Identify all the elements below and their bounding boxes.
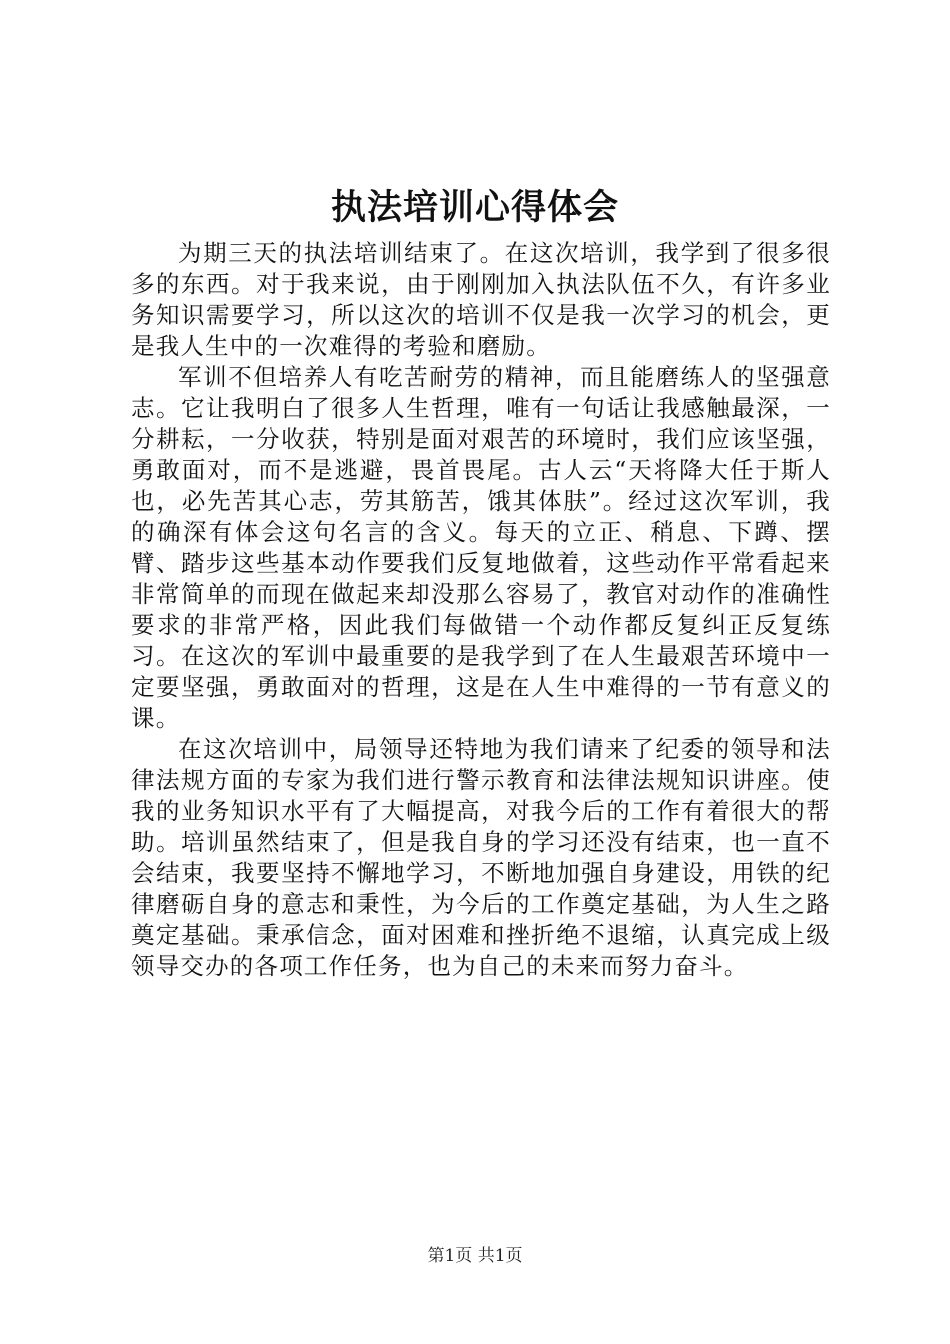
paragraph-1: 为期三天的执法培训结束了。在这次培训，我学到了很多很多的东西。对于我来说，由于刚刚加入执法队伍不久，有许多业务知识需要学习，所以这次的培训不仅是我一次学习的机会，更是我人生中的一次难得的考验和磨励。 <box>131 239 831 360</box>
document-title: 执法培训心得体会 <box>330 187 619 228</box>
page-footer: 第1页 共1页 <box>427 1246 523 1266</box>
document-body <box>131 238 831 982</box>
paragraph-2: 军训不但培养人有吃苦耐劳的精神，而且能磨练人的坚强意志。它让我明白了很多人生哲理，唯有一句话让我感触最深，一分耕耘，一分收获，特别是面对艰苦的环境时，我们应该坚强，勇敢面对，而不是逃避，畏首畏尾。古人云“天将降大任于斯人也，必先苦其心志，劳其筋苦，饿其体肤”。经过这次军训，我的确深有体会这句名言的含义。每天的立正、稍息、下蹲、摆臂、踏步这些基本动作要我们反复地做着，这些动作平常看起来非常简单的而现在做起来却没那么容易了，教官对动作的准确性要求的非常严格，因此我们每做错一个动作都反复纠正反复练习。在这次的军训中最重要的是我学到了在人生最艰苦环境中一定要坚强，勇敢面对的哲理，这是在人生中难得的一节有意义的课。 <box>131 363 831 732</box>
paragraph-3: 在这次培训中，局领导还特地为我们请来了纪委的领导和法律法规方面的专家为我们进行警示教育和法律法规知识讲座。使我的业务知识水平有了大幅提高，对我今后的工作有着很大的帮助。培训虽然结束了，但是我自身的学习还没有结束，也一直不会结束，我要坚持不懈地学习，不断地加强自身建设，用铁的纪律磨砺自身的意志和秉性，为今后的工作奠定基础，为人生之路奠定基础。秉承信念，面对困难和挫折绝不退缩，认真完成上级领导交办的各项工作任务，也为自己的未来而努力奋斗。 <box>131 735 831 980</box>
